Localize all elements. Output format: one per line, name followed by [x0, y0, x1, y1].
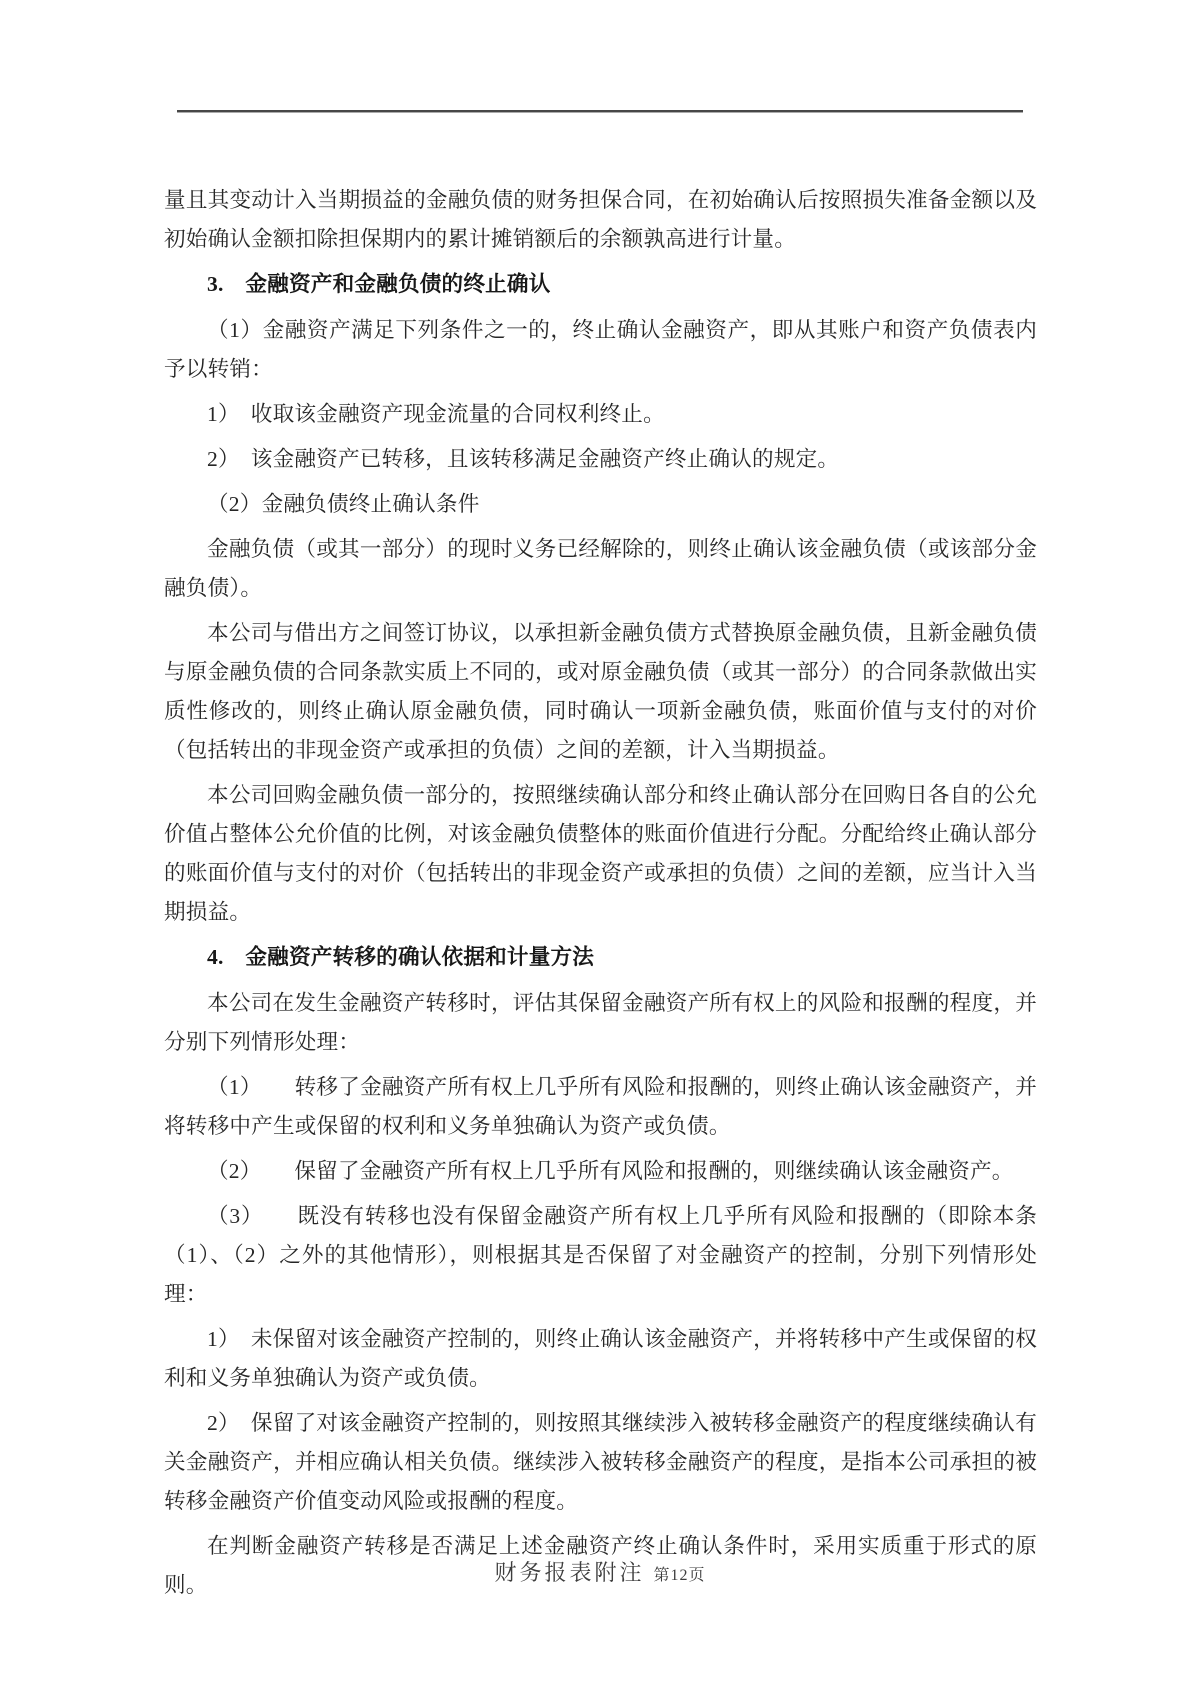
section-heading: 3. 金融资产和金融负债的终止确认 [207, 272, 551, 296]
document-body [164, 181, 1037, 1611]
paragraph: （1）金融资产满足下列条件之一的，终止确认金融资产，即从其账户和资产负债表内予以转销： [164, 318, 1037, 381]
paragraph: 在判断金融资产转移是否满足上述金融资产终止确认条件时，采用实质重于形式的原则。 [164, 1534, 1037, 1597]
paragraph: （3） 既没有转移也没有保留金融资产所有权上几乎所有风险和报酬的（即除本条（1）、（2）之外的其他情形），则根据其是否保留了对金融资产的控制，分别下列情形处理： [164, 1204, 1037, 1306]
paragraph: 1） 收取该金融资产现金流量的合同权利终止。 [207, 402, 665, 426]
paragraph: 2） 该金融资产已转移，且该转移满足金融资产终止确认的规定。 [207, 447, 840, 471]
footer-title: 财务报表附注 [494, 1560, 645, 1585]
paragraph: （1） 转移了金融资产所有权上几乎所有风险和报酬的，则终止确认该金融资产，并将转移中产生或保留的权利和义务单独确认为资产或负债。 [164, 1075, 1037, 1138]
footer-page-number: 第12页 [653, 1567, 706, 1584]
page-footer [0, 1556, 1200, 1587]
paragraph: 本公司在发生金融资产转移时，评估其保留金融资产所有权上的风险和报酬的程度，并分别下列情形处理： [164, 991, 1037, 1054]
paragraph: 1） 未保留对该金融资产控制的，则终止确认该金融资产，并将转移中产生或保留的权利和义务单独确认为资产或负债。 [164, 1327, 1037, 1390]
paragraph: 本公司与借出方之间签订协议，以承担新金融负债方式替换原金融负债，且新金融负债与原金融负债的合同条款实质上不同的，或对原金融负债（或其一部分）的合同条款做出实质性修改的，则终止确认原金融负债，同时确认一项新金融负债，账面价值与支付的对价（包括转出的非现金资产或承担的负债）之间的差额，计入当期损益。 [164, 621, 1037, 762]
paragraph: 量且其变动计入当期损益的金融负债的财务担保合同，在初始确认后按照损失准备金额以及初始确认金额扣除担保期内的累计摊销额后的余额孰高进行计量。 [164, 188, 1037, 251]
section-heading: 4. 金融资产转移的确认依据和计量方法 [207, 945, 595, 969]
paragraph: （2） 保留了金融资产所有权上几乎所有风险和报酬的，则继续确认该金融资产。 [207, 1159, 1014, 1183]
paragraph: 2） 保留了对该金融资产控制的，则按照其继续涉入被转移金融资产的程度继续确认有关金融资产，并相应确认相关负债。继续涉入被转移金融资产的程度，是指本公司承担的被转移金融资产价值变动风险或报酬的程度。 [164, 1411, 1037, 1513]
paragraph: 本公司回购金融负债一部分的，按照继续确认部分和终止确认部分在回购日各自的公允价值占整体公允价值的比例，对该金融负债整体的账面价值进行分配。分配给终止确认部分的账面价值与支付的对价（包括转出的非现金资产或承担的负债）之间的差额，应当计入当期损益。 [164, 783, 1037, 924]
paragraph: （2）金融负债终止确认条件 [207, 492, 480, 516]
header-rule [177, 110, 1023, 113]
paragraph: 金融负债（或其一部分）的现时义务已经解除的，则终止确认该金融负债（或该部分金融负债）。 [164, 537, 1037, 600]
